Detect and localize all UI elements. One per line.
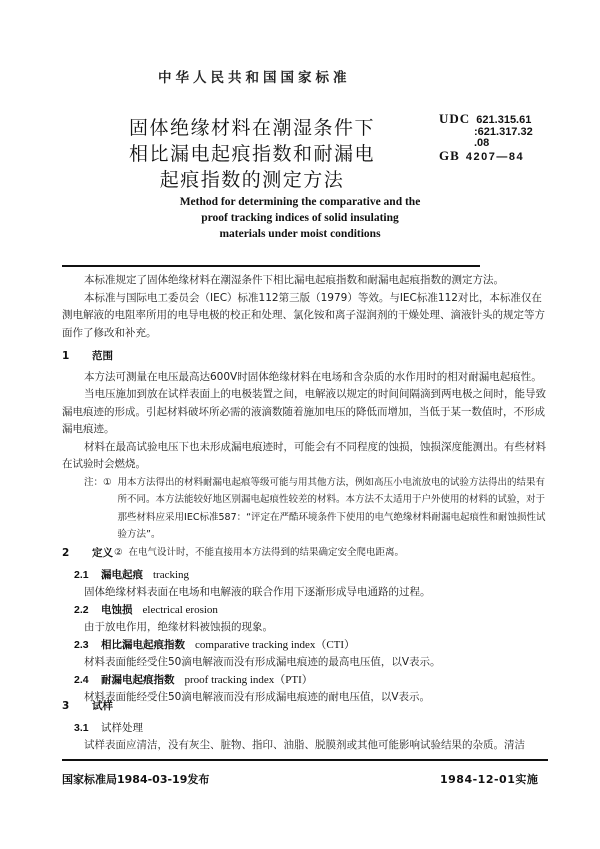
chinese-title-line-2: 相比漏电起痕指数和耐漏电 [128,143,375,165]
classification-block [439,113,533,163]
definition-2-3-term: 2.3 相比漏电起痕指数 comparative tracking index（CTI） [74,638,356,651]
definition-2-1-term: 2.1 漏电起痕 tracking [74,568,190,581]
section-1-heading: 1 范围 [62,350,113,362]
section-3-heading: 3 试样 [62,700,113,712]
definition-2-4-text: 材料表面能经受住50滴电解液而没有形成漏电痕迹的耐电压值，以V表示。 [84,691,431,703]
english-title-line-1: Method for determining the comparative and the [179,196,421,208]
intro-paragraph-1: 本标准规定了固体绝缘材料在潮湿条件下相比漏电起痕指数和耐漏电起痕指数的测定方法。 [84,274,504,286]
subsection-3-1-heading: 3.1 试样处理 [74,721,143,734]
note-2: ② 在电气设计时，不能直接用本方法得到的结果确定安全爬电距离。 [114,546,405,558]
effective-date: 1984-12-01实施 [440,773,539,786]
definition-2-2-term: 2.2 电蚀损 electrical erosion [74,603,218,616]
chinese-title-line-3: 起痕指数的测定方法 [159,169,345,191]
issuing-organization: 中华人民共和国国家标准 [158,70,351,86]
udc-code-2: :621.317.32 [474,125,533,138]
gb-number: 4207—84 [465,150,525,163]
udc-code-3: .08 [474,137,490,149]
section-2-heading: 2 定义 [62,547,113,559]
definition-2-2-text: 由于放电作用，绝缘材料被蚀损的现象。 [84,621,273,633]
english-title-line-3: materials under moist conditions [219,228,381,240]
english-title [100,194,500,242]
section-1-paragraph-1: 本方法可测量在电压最高达600V时固体绝缘材料在电场和含杂质的水作用时的相对耐漏电起痕性。 [84,370,542,383]
gb-label: GB [439,147,460,163]
definition-2-4-term: 2.4 耐漏电起痕指数 proof tracking index（PTI） [74,673,313,686]
chinese-title-line-1: 固体绝缘材料在潮湿条件下 [128,117,375,139]
definition-2-3-text: 材料表面能经受住50滴电解液而没有形成漏电痕迹的最高电压值，以V表示。 [84,656,441,668]
section-3 [62,698,548,755]
section-1 [62,348,548,561]
udc-code-1: 621.315.61 [476,114,532,126]
subsection-3-1-text: 试样表面应清洁，没有灰尘、脏物、指印、油脂、脱膜剂或其他可能影响试验结果的杂质。清洁 [84,739,525,751]
header-divider [62,265,480,267]
footer-divider [62,759,548,761]
section-1-paragraph-3: 材料在最高试验电压下也未形成漏电痕迹时，可能会有不同程度的蚀损，蚀损深度能测出。有些材料在试验时会燃烧。 [62,440,546,470]
definition-2-1-text: 固体绝缘材料表面在电场和电解液的联合作用下逐渐形成导电通路的过程。 [84,586,431,598]
english-title-line-2: proof tracking indices of solid insulating [201,212,399,224]
intro-paragraph-2: 本标准与国际电工委员会（IEC）标准112第三版（1979）等效。与IEC标准112对比，本标准仅在测电解液的电阻率所用的电导电极的校正和处理、氯化铵和离子湿润剂的干燥处理、滴液针头的规定等方面作了修改和补充。 [62,291,545,339]
section-2 [62,545,548,707]
intro [62,272,548,342]
udc-label: UDC [439,111,471,126]
issue-date: 国家标准局1984-03-19发布 [62,773,210,786]
note-1: 注： ① 用本方法得出的材料耐漏电起痕等级可能与用其他方法，例如高压小电流放电的试验方法得出的结果有所不同。本方法能较好地区别漏电起痕性较差的材料。本方法不太适用于户外使用的材料的试验，对于那些材料应采用IEC标准587：“评定在严酷环境条件下使用的电气绝缘材料耐漏电起痕性和耐蚀损性试验方法”。 [84,476,546,540]
section-1-paragraph-2: 当电压施加到放在试样表面上的电极装置之间，电解液以规定的时间间隔滴到两电极之间时，能导致漏电痕迹的形成。引起材料破坏所必需的液滴数随着施加电压的降低而增加，当低于某一数值时，不形成漏电痕迹。 [62,388,546,435]
